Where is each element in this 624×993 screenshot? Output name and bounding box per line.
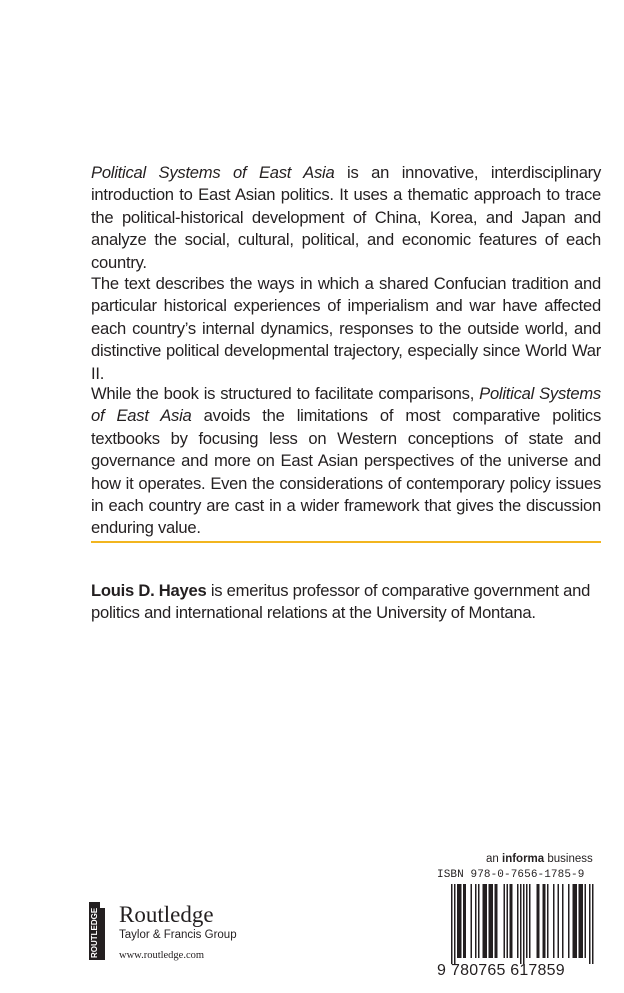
barcode-lead-digit: 9 xyxy=(437,962,447,979)
barcode-bar xyxy=(523,884,525,964)
barcode-bar xyxy=(459,884,461,958)
isbn-label: ISBN 978-0-7656-1785-9 xyxy=(437,869,585,881)
barcode-bar xyxy=(492,884,494,958)
tagline-prefix: an xyxy=(486,853,502,865)
barcode-bar xyxy=(579,884,581,958)
barcode-bar xyxy=(538,884,540,958)
barcode-bar xyxy=(478,884,480,958)
barcode-digits-rest: 780765 617859 xyxy=(451,962,565,979)
tagline-suffix: business xyxy=(544,853,593,865)
barcode-bar xyxy=(454,884,456,964)
author-bio xyxy=(91,580,601,625)
barcode-bar xyxy=(463,884,465,958)
book-title-italic: Political Systems of East Asia xyxy=(91,163,335,182)
barcode-bar xyxy=(465,884,467,958)
barcode-bar xyxy=(544,884,546,958)
barcode-bar xyxy=(460,884,462,958)
barcode-bar xyxy=(589,884,591,964)
routledge-mark-text: ROUTLEDGE xyxy=(90,907,99,958)
blurb-paragraph-3 xyxy=(91,383,601,540)
barcode-bar xyxy=(471,884,473,958)
blurb-text: avoids the limitations of most comparative politics textbooks by focusing less on Western conceptions of state and governance and more on East Asian perspectives of the universe and how it operates. Even the considerations of contemporary policy issues in each country are cast in a wider framework that gives the discussion enduring value. xyxy=(91,406,602,538)
barcode-bar xyxy=(511,884,513,958)
publisher-name: Routledge xyxy=(119,902,214,927)
barcode-bar xyxy=(483,884,485,958)
barcode-bar xyxy=(553,884,555,958)
barcode-bar xyxy=(576,884,578,958)
barcode-bar xyxy=(507,884,509,958)
barcode-bar xyxy=(504,884,506,958)
barcode-bar xyxy=(562,884,564,958)
barcode-bar xyxy=(537,884,539,958)
barcode-bar xyxy=(495,884,497,958)
barcode-bar xyxy=(558,884,560,958)
barcode-bar xyxy=(529,884,531,958)
barcode-bar xyxy=(582,884,584,958)
barcode-bar xyxy=(592,884,594,964)
divider-rule xyxy=(91,541,601,543)
barcode-bar xyxy=(543,884,545,958)
publisher-logo xyxy=(89,902,289,962)
book-title-italic: Political Systems of East Asia xyxy=(91,384,601,426)
barcode-bar xyxy=(451,884,453,964)
barcode-bar xyxy=(457,884,459,958)
barcode-bar xyxy=(547,884,549,958)
barcode-bar xyxy=(496,884,498,958)
blurb-text: While the book is structured to facilitate comparisons, xyxy=(91,384,480,403)
author-name: Louis D. Hayes xyxy=(91,581,207,600)
barcode-bar xyxy=(489,884,491,958)
barcode-bar xyxy=(475,884,477,958)
tagline-bold: informa xyxy=(502,853,545,865)
barcode-bar xyxy=(573,884,575,958)
publisher-url: www.routledge.com xyxy=(119,950,205,961)
blurb-paragraph-2: The text describes the ways in which a shared Confucian tradition and particular historical experiences of imperialism and war have affected each country’s internal dynamics, responses to the outside world, and distinctive political developmental trajectory, especially since World War II. xyxy=(91,274,601,383)
barcode-bar xyxy=(484,884,486,958)
barcode-bar xyxy=(517,884,519,958)
author-bio-text: is emeritus professor of comparative government and politics and international relations at the University of Montana. xyxy=(91,581,591,623)
barcode-bar xyxy=(574,884,576,958)
barcode-bar xyxy=(486,884,488,958)
barcode-bar xyxy=(568,884,570,958)
barcode-bar xyxy=(580,884,582,958)
barcode-bar xyxy=(520,884,522,964)
routledge-mark-icon xyxy=(89,902,105,960)
barcode-bar xyxy=(526,884,528,958)
barcode-digits xyxy=(437,962,605,980)
blurb-paragraph-1 xyxy=(91,162,601,274)
blurb-text: is an innovative, interdisciplinary introduction to East Asian politics. It uses a thematic approach to trace the political-historical development of China, Korea, and Japan and analyze the social, cultural, political, and economic features of each country. xyxy=(91,163,601,272)
barcode-icon xyxy=(437,884,605,964)
informa-tagline xyxy=(486,852,606,866)
publisher-group: Taylor & Francis Group xyxy=(119,929,237,941)
barcode-bar xyxy=(490,884,492,958)
barcode-bar xyxy=(510,884,512,958)
barcode-bar xyxy=(585,884,587,958)
